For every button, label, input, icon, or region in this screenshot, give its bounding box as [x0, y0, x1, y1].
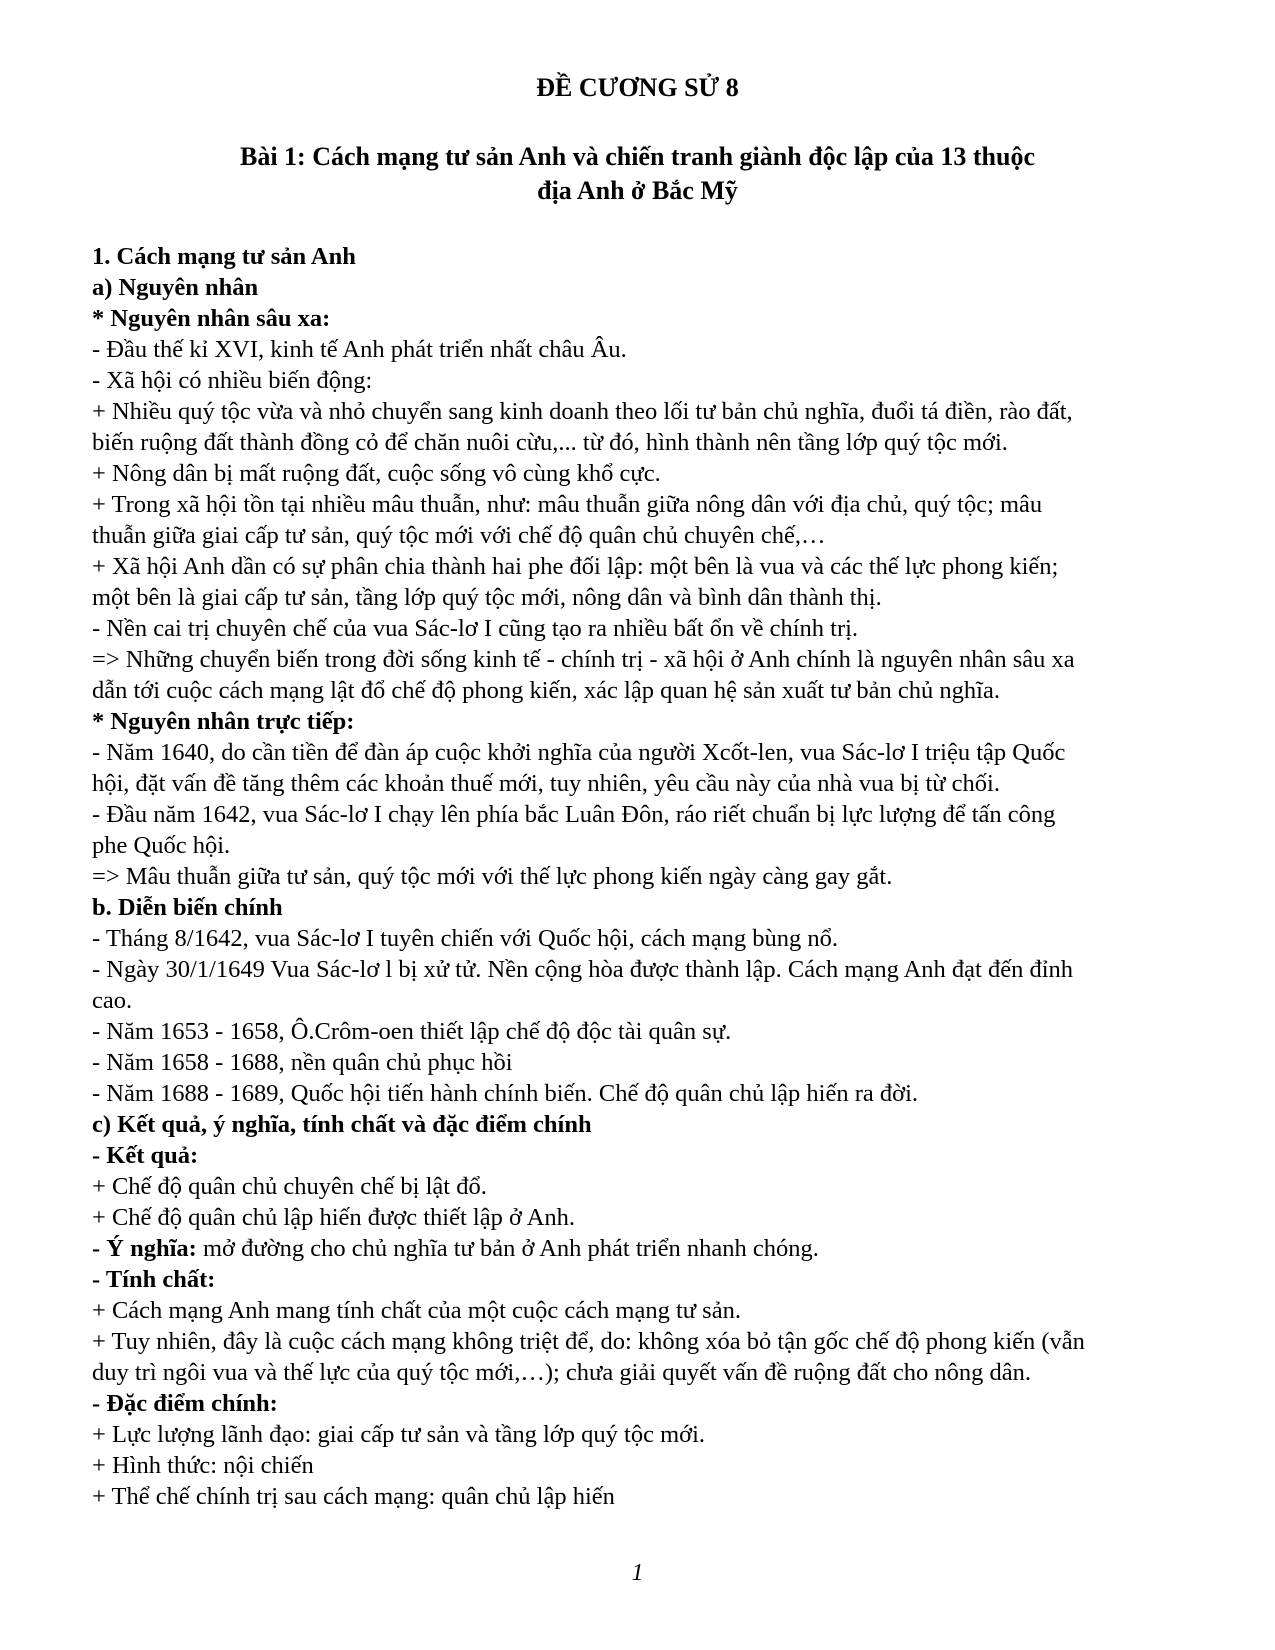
document-body	[92, 241, 1202, 1512]
text-line: biến ruộng đất thành đồng cỏ để chăn nuôi cừu,... từ đó, hình thành nên tầng lớp quý tộc mới.	[92, 429, 1008, 456]
point-heading: * Nguyên nhân trực tiếp:	[92, 708, 355, 735]
point-heading: - Tính chất:	[92, 1266, 216, 1293]
inline-bold-label: - Ý nghĩa:	[92, 1235, 197, 1262]
text-line: - Xã hội có nhiều biến động:	[92, 367, 373, 394]
text-line: thuẫn giữa giai cấp tư sản, quý tộc mới với chế độ quân chủ chuyên chế,…	[92, 522, 826, 549]
text-line: + Tuy nhiên, đây là cuộc cách mạng không triệt để, do: không xóa bỏ tận gốc chế độ phong kiến (vẫn	[92, 1328, 1085, 1355]
point-heading: - Đặc điểm chính:	[92, 1390, 278, 1417]
text-line: - Đầu năm 1642, vua Sác-lơ I chạy lên phía bắc Luân Đôn, ráo riết chuẩn bị lực lượng để tấn công	[92, 801, 1056, 828]
subsection-heading: a) Nguyên nhân	[92, 274, 259, 301]
lesson-title-line-1: Bài 1: Cách mạng tư sản Anh và chiến tranh giành độc lập của 13 thuộc	[239, 142, 1035, 171]
text-line: - Nền cai trị chuyên chế của vua Sác-lơ I cũng tạo ra nhiều bất ổn về chính trị.	[92, 615, 859, 642]
inline-text: mở đường cho chủ nghĩa tư bản ở Anh phát triển nhanh chóng.	[196, 1235, 819, 1262]
text-line: + Nhiều quý tộc vừa và nhỏ chuyển sang kinh doanh theo lối tư bản chủ nghĩa, đuổi tá điền, rào đất,	[92, 398, 1073, 425]
text-line: hội, đặt vấn đề tăng thêm các khoản thuế mới, tuy nhiên, yêu cầu này của nhà vua bị từ chối.	[92, 770, 1000, 797]
lesson-title	[0, 140, 1275, 208]
subsection-heading: b. Diễn biến chính	[92, 894, 283, 921]
text-line: + Lực lượng lãnh đạo: giai cấp tư sản và tầng lớp quý tộc mới.	[92, 1421, 706, 1448]
text-line: + Thể chế chính trị sau cách mạng: quân chủ lập hiến	[92, 1483, 615, 1510]
text-line: + Xã hội Anh dần có sự phân chia thành hai phe đối lập: một bên là vua và các thế lực phong kiến;	[92, 553, 1059, 580]
text-line: duy trì ngôi vua và thế lực của quý tộc mới,…); chưa giải quyết vấn đề ruộng đất cho nông dân.	[92, 1359, 1031, 1386]
text-line: - Năm 1653 - 1658, Ô.Crôm-oen thiết lập chế độ độc tài quân sự.	[92, 1018, 732, 1045]
lesson-title-line-2: địa Anh ở Bắc Mỹ	[537, 176, 738, 205]
page-title: ĐỀ CƯƠNG SỬ 8	[536, 73, 739, 102]
section-heading: 1. Cách mạng tư sản Anh	[92, 243, 356, 270]
text-line: - Năm 1688 - 1689, Quốc hội tiến hành chính biến. Chế độ quân chủ lập hiến ra đời.	[92, 1080, 919, 1107]
text-line: => Những chuyển biến trong đời sống kinh tế - chính trị - xã hội ở Anh chính là nguyên nhân sâu xa	[92, 646, 1075, 673]
text-line: - Năm 1640, do cần tiền để đàn áp cuộc khởi nghĩa của người Xcốt-len, vua Sác-lơ I triệu tập Quốc	[92, 739, 1066, 766]
subsection-heading: c) Kết quả, ý nghĩa, tính chất và đặc điểm chính	[92, 1111, 592, 1138]
text-line: - Năm 1658 - 1688, nền quân chủ phục hồi	[92, 1049, 513, 1076]
text-line-mixed	[92, 1233, 1202, 1264]
page-number: 1	[631, 1560, 644, 1586]
text-line: + Hình thức: nội chiến	[92, 1452, 314, 1479]
text-line: + Chế độ quân chủ lập hiến được thiết lập ở Anh.	[92, 1204, 576, 1231]
text-line: + Nông dân bị mất ruộng đất, cuộc sống vô cùng khổ cực.	[92, 460, 661, 487]
text-line: => Mâu thuẫn giữa tư sản, quý tộc mới với thế lực phong kiến ngày càng gay gắt.	[92, 863, 893, 890]
text-line: cao.	[92, 987, 133, 1014]
text-line: - Ngày 30/1/1649 Vua Sác-lơ l bị xử tử. Nền cộng hòa được thành lập. Cách mạng Anh đạt đến đỉnh	[92, 956, 1074, 983]
text-line: + Cách mạng Anh mang tính chất của một cuộc cách mạng tư sản.	[92, 1297, 741, 1324]
text-line: + Trong xã hội tồn tại nhiều mâu thuẫn, như: mâu thuẫn giữa nông dân với địa chủ, quý tộc; mâu	[92, 491, 1043, 518]
text-line: - Tháng 8/1642, vua Sác-lơ I tuyên chiến với Quốc hội, cách mạng bùng nổ.	[92, 925, 838, 952]
text-line: - Đầu thế kỉ XVI, kinh tế Anh phát triển nhất châu Âu.	[92, 336, 627, 363]
point-heading: - Kết quả:	[92, 1142, 199, 1169]
text-line: phe Quốc hội.	[92, 832, 231, 859]
point-heading: * Nguyên nhân sâu xa:	[92, 305, 331, 332]
text-line: một bên là giai cấp tư sản, tầng lớp quý tộc mới, nông dân và bình dân thành thị.	[92, 584, 882, 611]
text-line: dẫn tới cuộc cách mạng lật đổ chế độ phong kiến, xác lập quan hệ sản xuất tư bản chủ nghĩa.	[92, 677, 1000, 704]
text-line: + Chế độ quân chủ chuyên chế bị lật đổ.	[92, 1173, 487, 1200]
